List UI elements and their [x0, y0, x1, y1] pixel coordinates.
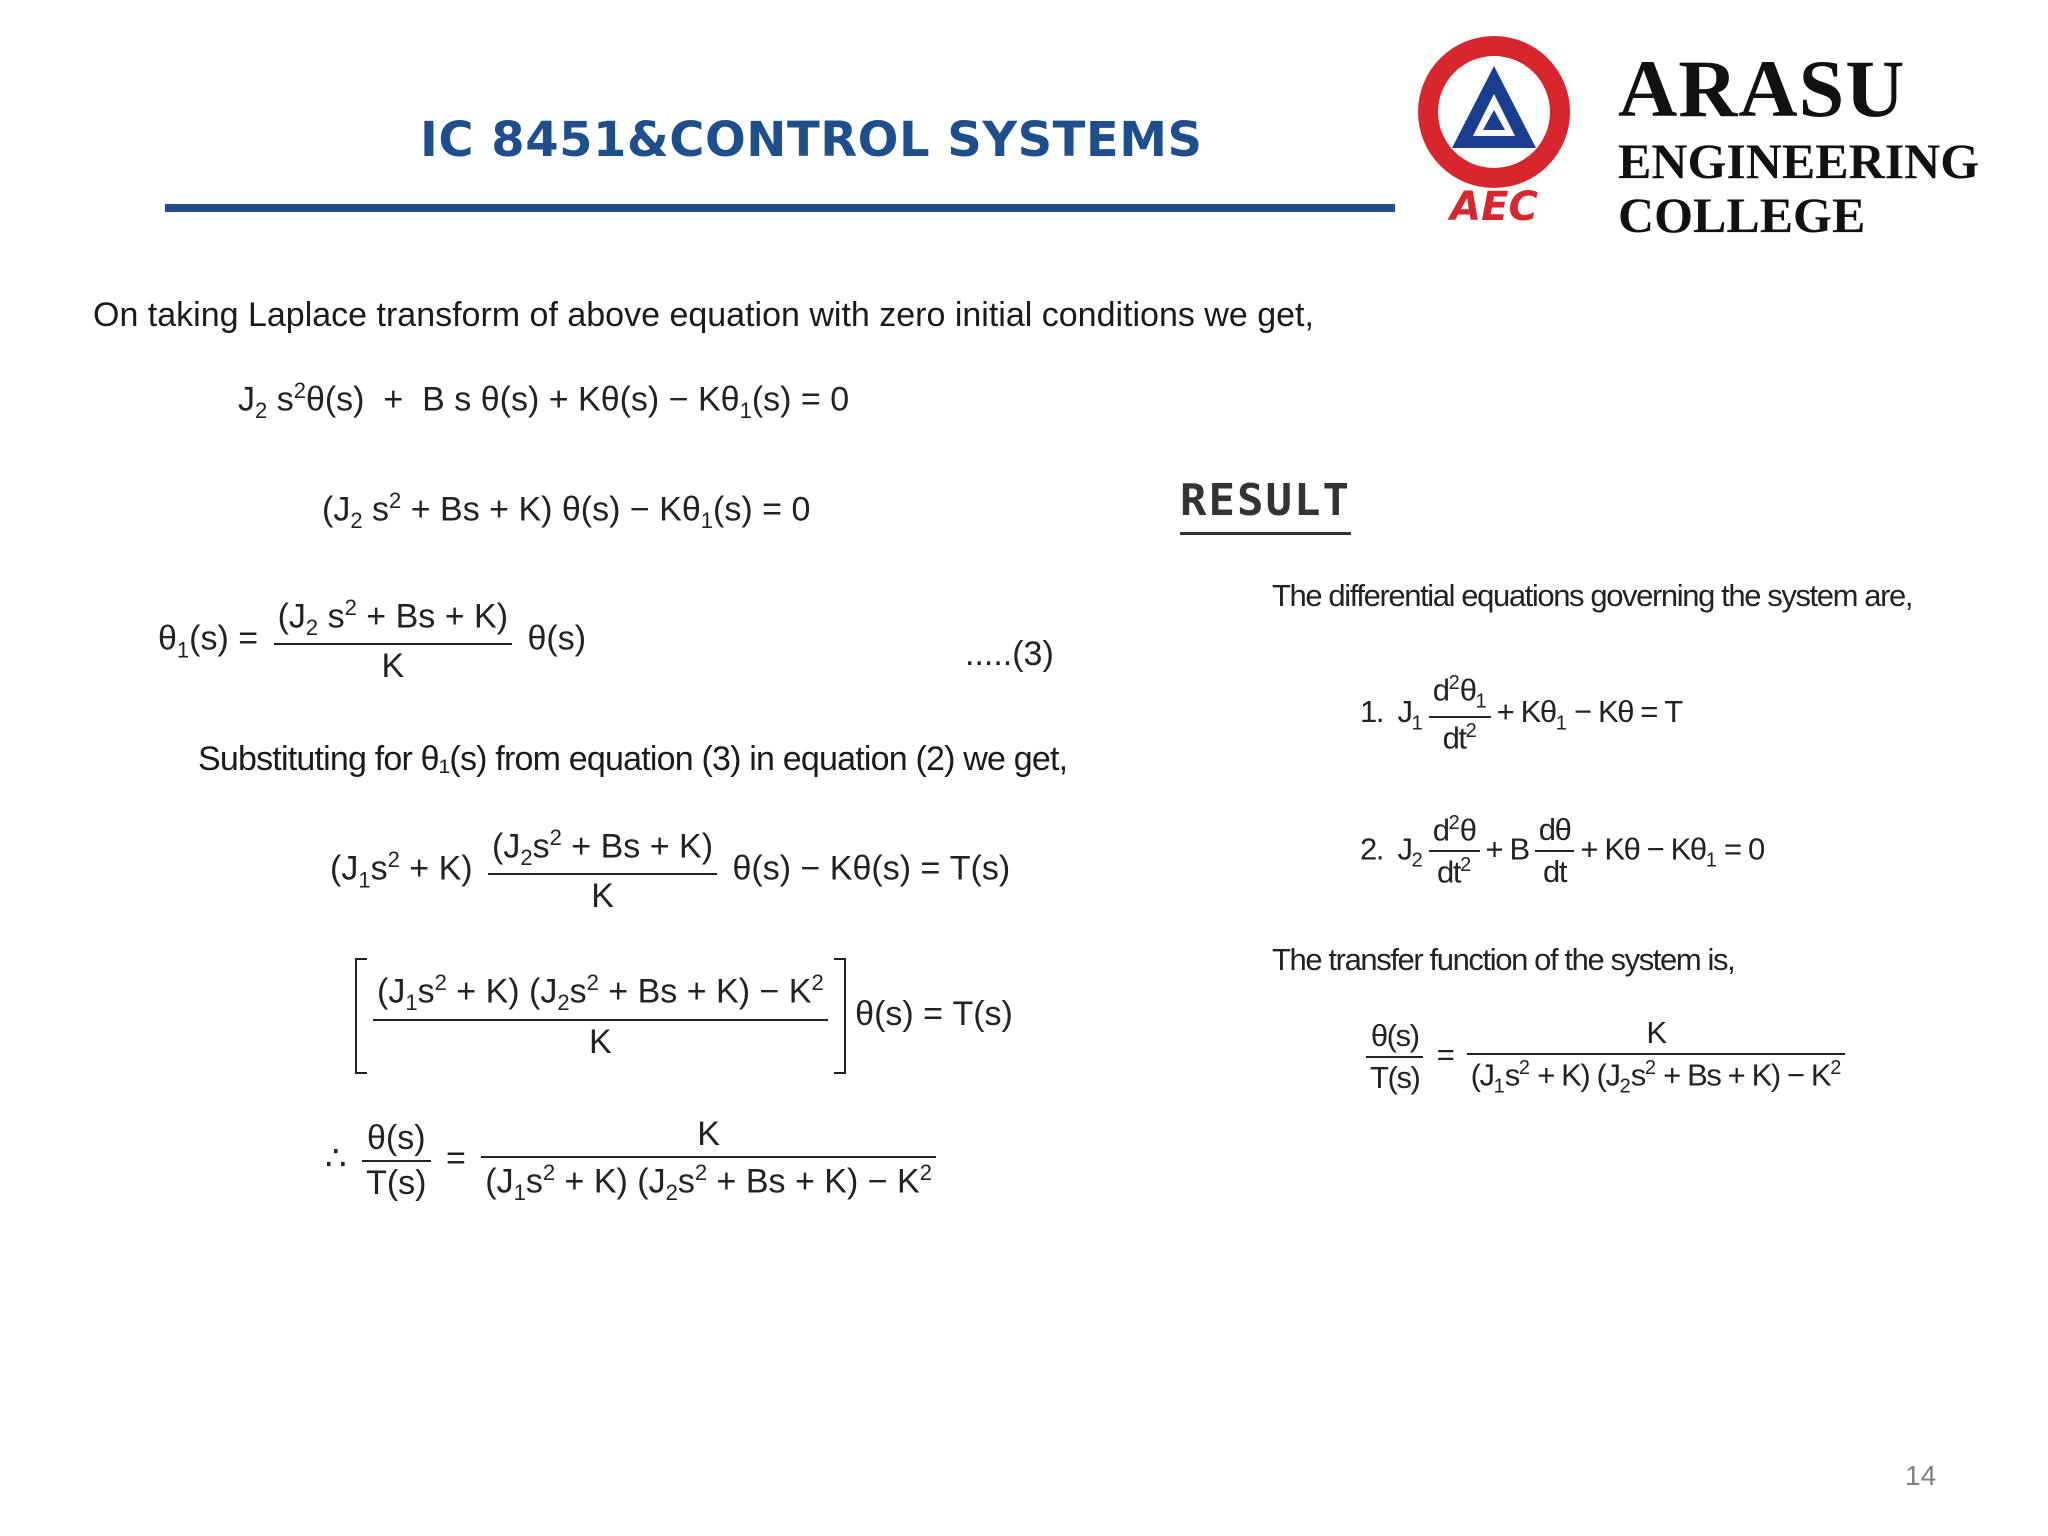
laplace-equation-2: ($J_2$ $s^2 + Bs + K$) $\theta(s) - K\theta_1(s) = 0$: [322, 488, 811, 534]
header-divider: [165, 204, 1395, 212]
equation-3-number: .....(3): [965, 635, 1054, 673]
item-2-number: 2.: [1360, 831, 1384, 867]
item-1-number: 1.: [1360, 694, 1384, 730]
transfer-text: The transfer function of the system is,: [1272, 942, 1735, 977]
college-name: [1618, 43, 1980, 243]
college-name-line2: ENGINEERING: [1618, 133, 1980, 189]
substituted-equation: $(J_1s^2 + K)$ $\frac{(J_2s^2 + Bs + K)}{K}$ θ(s) − Kθ(s) = T(s): [330, 825, 1011, 916]
bracket-equation: $\frac{(J_1s^2 + K) (J_2s^2 + Bs + K) - K^2}{K}$ θ(s) = T(s): [355, 958, 1013, 1074]
slide-title: IC 8451&CONTROL SYSTEMS: [420, 112, 1203, 168]
substituting-text: Substituting for θ₁(s) from equation (3) in equation (2) we get,: [198, 740, 1068, 778]
college-name-line1: ARASU: [1618, 43, 1906, 134]
college-name-line3: COLLEGE: [1618, 187, 1866, 243]
transfer-function-right: $\frac{\theta(s)}{T(s)}$ = $\frac{K}{(J_1s^2 + K) (J_2s^2 + Bs + K) - K^2}$: [1360, 1015, 1851, 1099]
differential-equation-2: 2. $J_2$ $\frac{d^2\theta}{dt^2}$ + B $\frac{d\theta}{dt}$ + $K\theta - K\theta_1 = 0$: [1360, 812, 1764, 890]
page-number: 14: [1905, 1460, 1937, 1491]
svg-text:AEC: AEC: [1450, 184, 1538, 225]
differential-equation-1: 1. $J_1$ $\frac{d^2\theta_1}{dt^2}$ + $K\theta_1 - K\theta = T$: [1360, 672, 1682, 755]
equation-3: $\theta_1(s)$ = $\frac{(J_2 s^2 + Bs + K)}{K}$ θ(s): [158, 595, 587, 686]
college-emblem-icon: [1412, 30, 1577, 225]
result-heading: RESULT: [1180, 475, 1351, 535]
laplace-equation-1: $J_2$ $s^2\theta(s) + B$ s $\theta(s) + K\theta(s) - K\theta_1(s) = 0$: [238, 378, 850, 424]
transfer-function-left: ∴ $\frac{\theta(s)}{T(s)}$ = $\frac{K}{(J_1s^2 + K) (J_2s^2 + Bs + K) - K^2}$: [325, 1115, 942, 1206]
intro-text: On taking Laplace transform of above equation with zero initial conditions we get,: [93, 296, 1314, 334]
governing-text: The differential equations governing the system are,: [1272, 578, 1913, 613]
